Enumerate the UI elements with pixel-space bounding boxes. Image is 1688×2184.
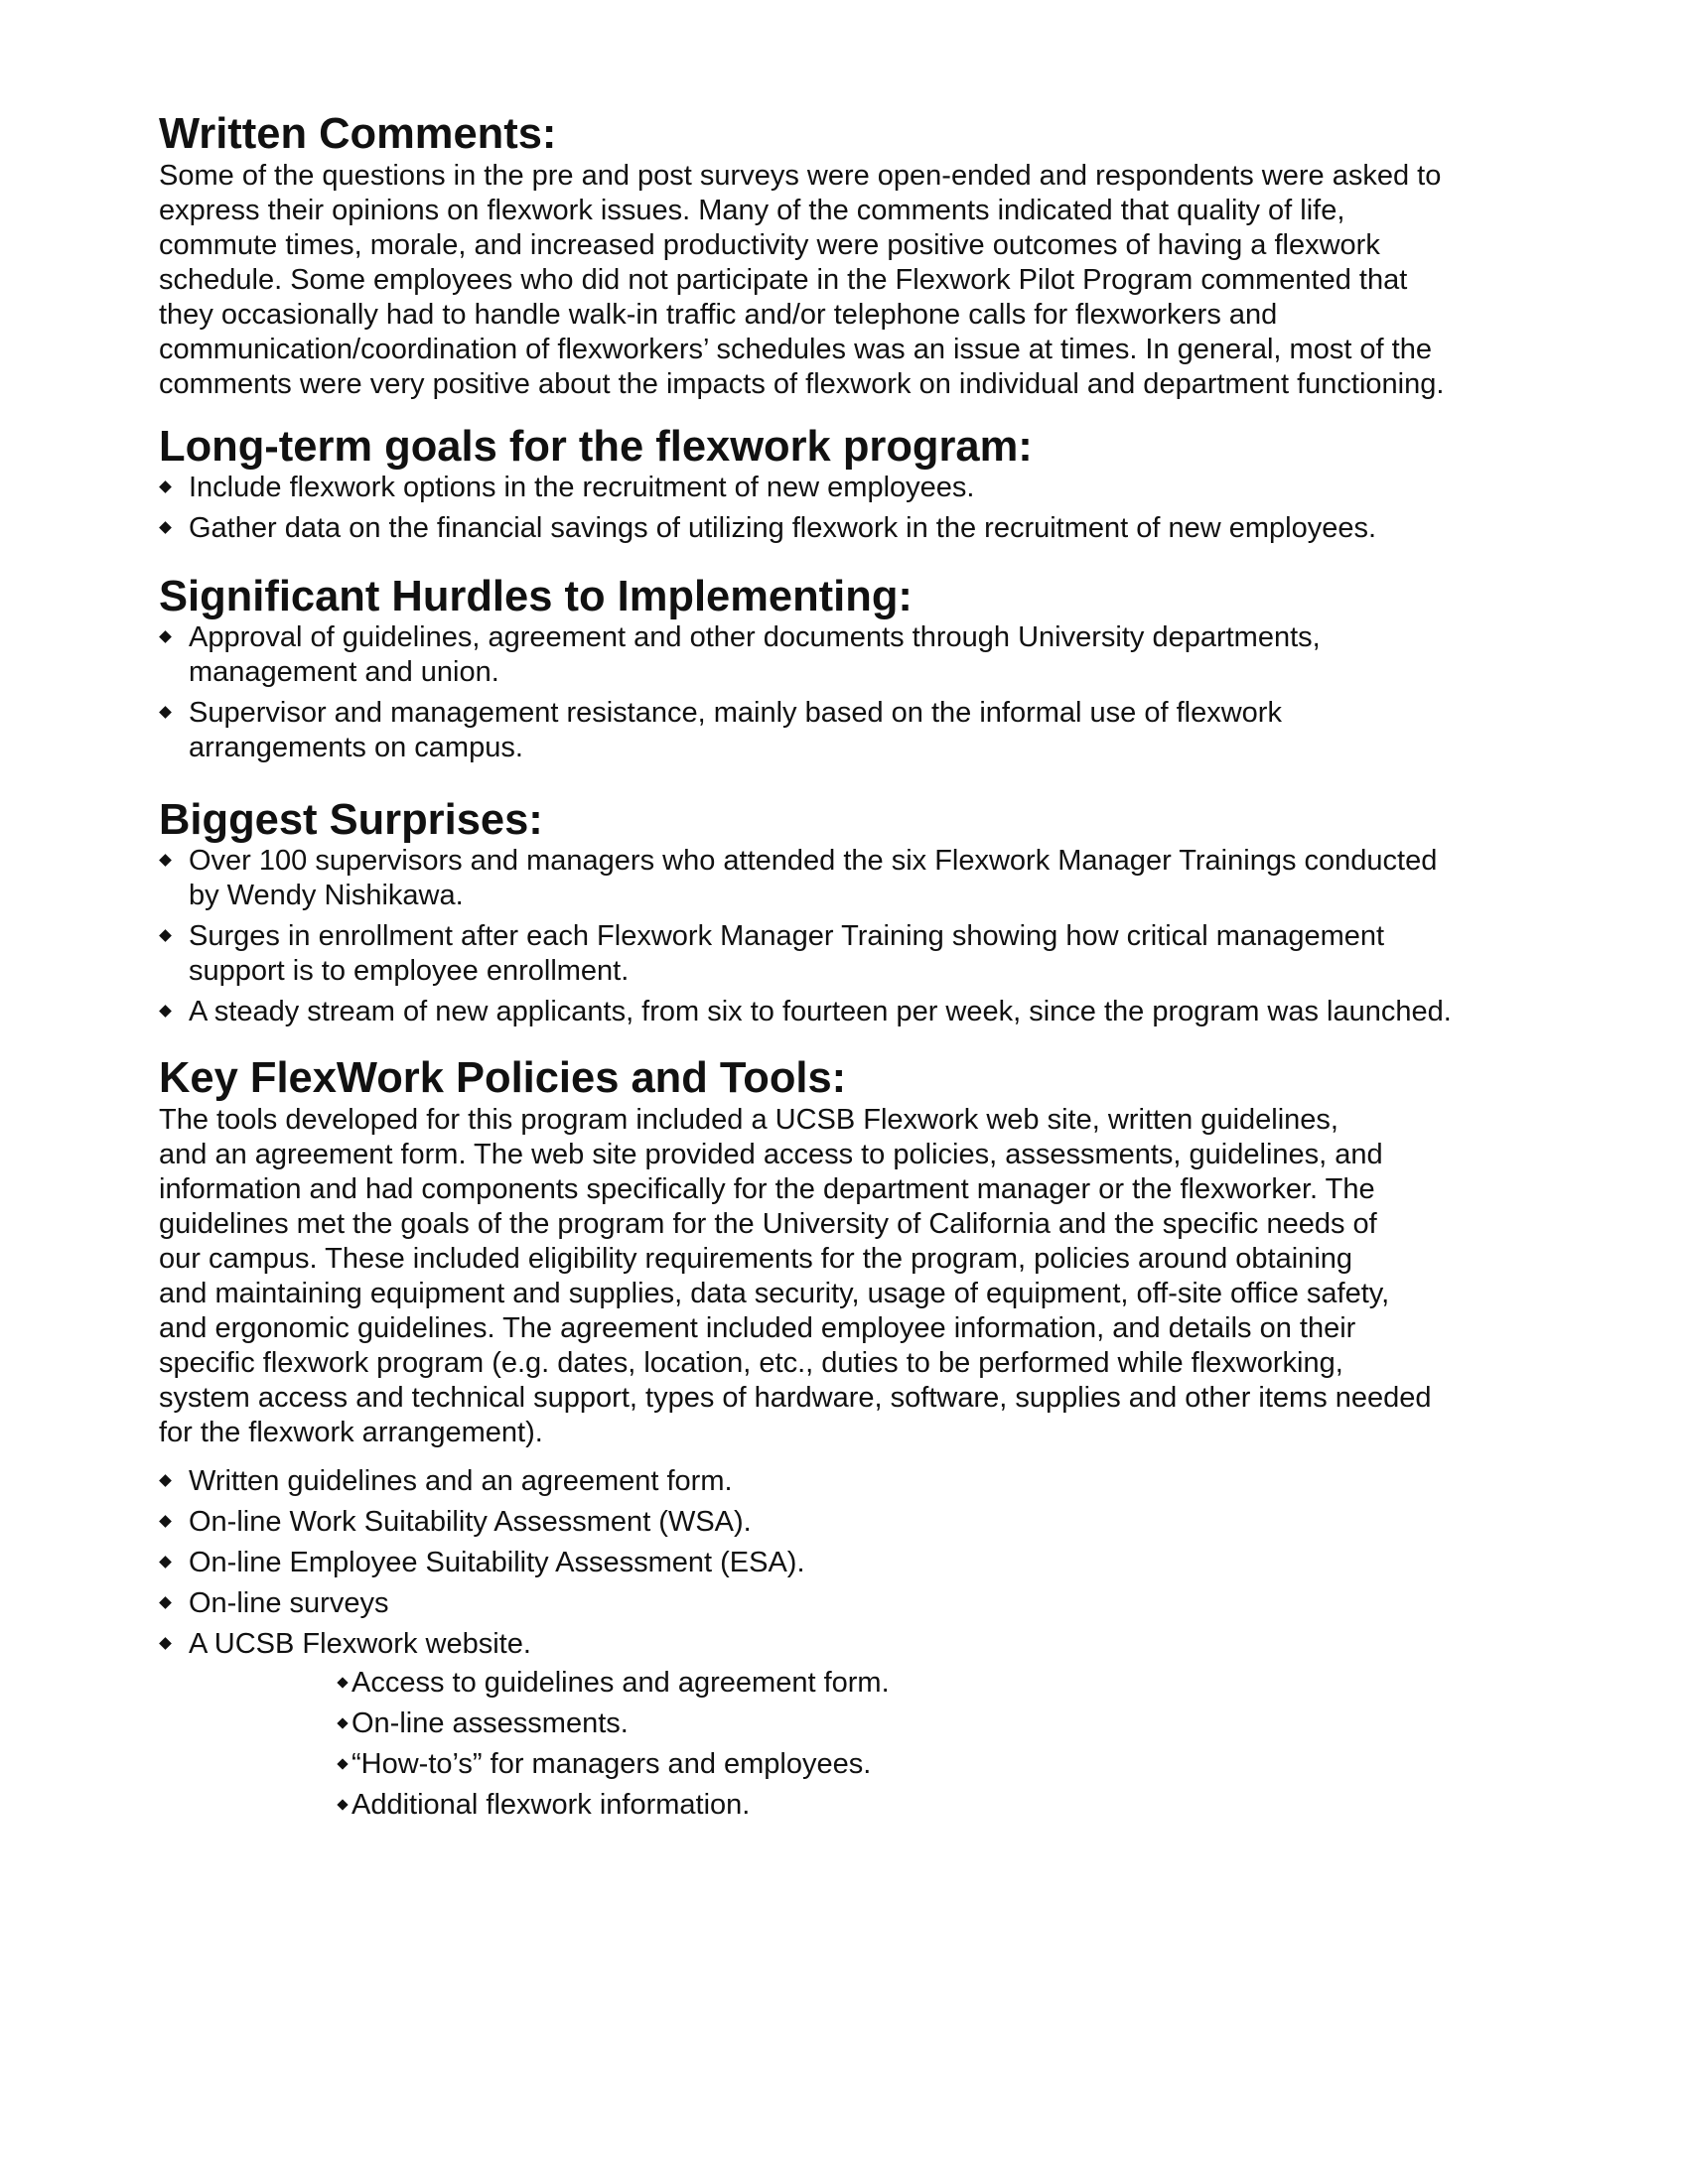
- paragraph-line: system access and technical support, types of hardware, software, supplies and other items needed: [159, 1382, 1432, 1414]
- list-item: [159, 995, 1549, 1029]
- paragraph-line: our campus. These included eligibility requirements for the program, policies around obtaining: [159, 1243, 1353, 1275]
- sub-list-item-text: Access to guidelines and agreement form.: [352, 1667, 890, 1699]
- hurdles-heading: Significant Hurdles to Implementing:: [159, 573, 913, 620]
- document-page: [159, 110, 1549, 1829]
- written-comments-section: [159, 110, 1549, 402]
- long-term-goals-heading: Long-term goals for the flexwork program:: [159, 423, 1033, 471]
- diamond-bullet-icon: [337, 1717, 348, 1728]
- sub-list-item: [338, 1666, 1549, 1701]
- paragraph-line: commute times, morale, and increased productivity were positive outcomes of having a flexwork: [159, 229, 1380, 261]
- diamond-bullet-icon: [159, 1637, 172, 1650]
- diamond-bullet-icon: [159, 1005, 172, 1018]
- sub-list-item: [338, 1788, 1549, 1823]
- list-item-text: A UCSB Flexwork website.: [189, 1628, 531, 1660]
- paragraph-line: Some of the questions in the pre and post surveys were open-ended and respondents were asked to: [159, 160, 1442, 192]
- list-item: [159, 1546, 1549, 1580]
- list-item: [159, 1505, 1549, 1540]
- paragraph-line: express their opinions on flexwork issues. Many of the comments indicated that quality of life,: [159, 195, 1345, 226]
- list-item-text: A steady stream of new applicants, from six to fourteen per week, since the program was launched.: [189, 996, 1452, 1027]
- list-item-text: Surges in enrollment after each Flexwork Manager Training showing how critical management: [189, 920, 1385, 952]
- hurdles-section: [159, 573, 1549, 765]
- paragraph-line: and ergonomic guidelines. The agreement included employee information, and details on their: [159, 1312, 1356, 1344]
- list-item-text: Include flexwork options in the recruitment of new employees.: [189, 472, 975, 503]
- list-item-text: Gather data on the financial savings of utilizing flexwork in the recruitment of new employees.: [189, 512, 1377, 544]
- surprises-heading: Biggest Surprises:: [159, 796, 543, 844]
- key-policies-heading: Key FlexWork Policies and Tools:: [159, 1054, 847, 1102]
- hurdles-list: [159, 620, 1549, 765]
- diamond-bullet-icon: [159, 630, 172, 643]
- diamond-bullet-icon: [159, 929, 172, 942]
- written-comments-paragraph: [159, 159, 1549, 402]
- list-item: [159, 471, 1549, 505]
- key-policies-section: [159, 1054, 1549, 1823]
- surprises-section: [159, 796, 1549, 1029]
- surprises-list: [159, 844, 1549, 1029]
- paragraph-line: guidelines met the goals of the program for the University of California and the specific needs of: [159, 1208, 1377, 1240]
- list-item: [159, 511, 1549, 546]
- list-item-text: On-line Work Suitability Assessment (WSA).: [189, 1506, 752, 1538]
- written-comments-heading: Written Comments:: [159, 110, 557, 158]
- list-item-text: arrangements on campus.: [189, 732, 523, 763]
- diamond-bullet-icon: [159, 706, 172, 719]
- diamond-bullet-icon: [337, 1799, 348, 1810]
- list-item-text: Over 100 supervisors and managers who attended the six Flexwork Manager Trainings conducted: [189, 845, 1438, 877]
- list-item-text: Written guidelines and an agreement form.: [189, 1465, 733, 1497]
- paragraph-line: comments were very positive about the impacts of flexwork on individual and department functioning.: [159, 368, 1445, 400]
- sub-list-item: [338, 1747, 1549, 1782]
- diamond-bullet-icon: [159, 1515, 172, 1528]
- list-item-text: management and union.: [189, 656, 499, 688]
- sub-list-item-text: “How-to’s” for managers and employees.: [352, 1748, 872, 1780]
- key-policies-list: [159, 1464, 1549, 1823]
- list-item: [159, 1586, 1549, 1621]
- long-term-goals-list: [159, 471, 1549, 546]
- diamond-bullet-icon: [159, 854, 172, 867]
- diamond-bullet-icon: [159, 1596, 172, 1609]
- list-item: [159, 1464, 1549, 1499]
- diamond-bullet-icon: [337, 1677, 348, 1688]
- diamond-bullet-icon: [337, 1758, 348, 1769]
- paragraph-line: and maintaining equipment and supplies, data security, usage of equipment, off-site office safety,: [159, 1278, 1390, 1309]
- list-item-text: On-line Employee Suitability Assessment (ESA).: [189, 1547, 805, 1578]
- sub-list-item-text: On-line assessments.: [352, 1707, 629, 1739]
- diamond-bullet-icon: [159, 521, 172, 534]
- long-term-goals-section: [159, 423, 1549, 546]
- diamond-bullet-icon: [159, 480, 172, 493]
- list-item: [159, 696, 1549, 765]
- list-item-text: by Wendy Nishikawa.: [189, 880, 464, 911]
- sub-list-item: [338, 1706, 1549, 1741]
- list-item-text: On-line surveys: [189, 1587, 389, 1619]
- list-item: [159, 1627, 1549, 1823]
- list-item-text: Approval of guidelines, agreement and other documents through University departments,: [189, 621, 1321, 653]
- paragraph-line: and an agreement form. The web site provided access to policies, assessments, guidelines, and: [159, 1139, 1383, 1170]
- website-features-list: [189, 1666, 1549, 1823]
- list-item: [159, 919, 1549, 989]
- sub-list-item-text: Additional flexwork information.: [352, 1789, 751, 1821]
- list-item: [159, 844, 1549, 913]
- paragraph-line: schedule. Some employees who did not participate in the Flexwork Pilot Program commented that: [159, 264, 1408, 296]
- list-item-text: support is to employee enrollment.: [189, 955, 630, 987]
- diamond-bullet-icon: [159, 1474, 172, 1487]
- list-item: [159, 620, 1549, 690]
- paragraph-line: specific flexwork program (e.g. dates, location, etc., duties to be performed while flexworking,: [159, 1347, 1343, 1379]
- paragraph-line: they occasionally had to handle walk-in traffic and/or telephone calls for flexworkers and: [159, 299, 1278, 331]
- diamond-bullet-icon: [159, 1556, 172, 1569]
- paragraph-line: information and had components specifically for the department manager or the flexworker. The: [159, 1173, 1375, 1205]
- paragraph-line: communication/coordination of flexworkers’ schedules was an issue at times. In general, most of the: [159, 334, 1432, 365]
- paragraph-line: The tools developed for this program included a UCSB Flexwork web site, written guidelines,: [159, 1104, 1338, 1136]
- list-item-text: Supervisor and management resistance, mainly based on the informal use of flexwork: [189, 697, 1282, 729]
- key-policies-paragraph: [159, 1103, 1549, 1450]
- paragraph-line: for the flexwork arrangement).: [159, 1417, 543, 1448]
